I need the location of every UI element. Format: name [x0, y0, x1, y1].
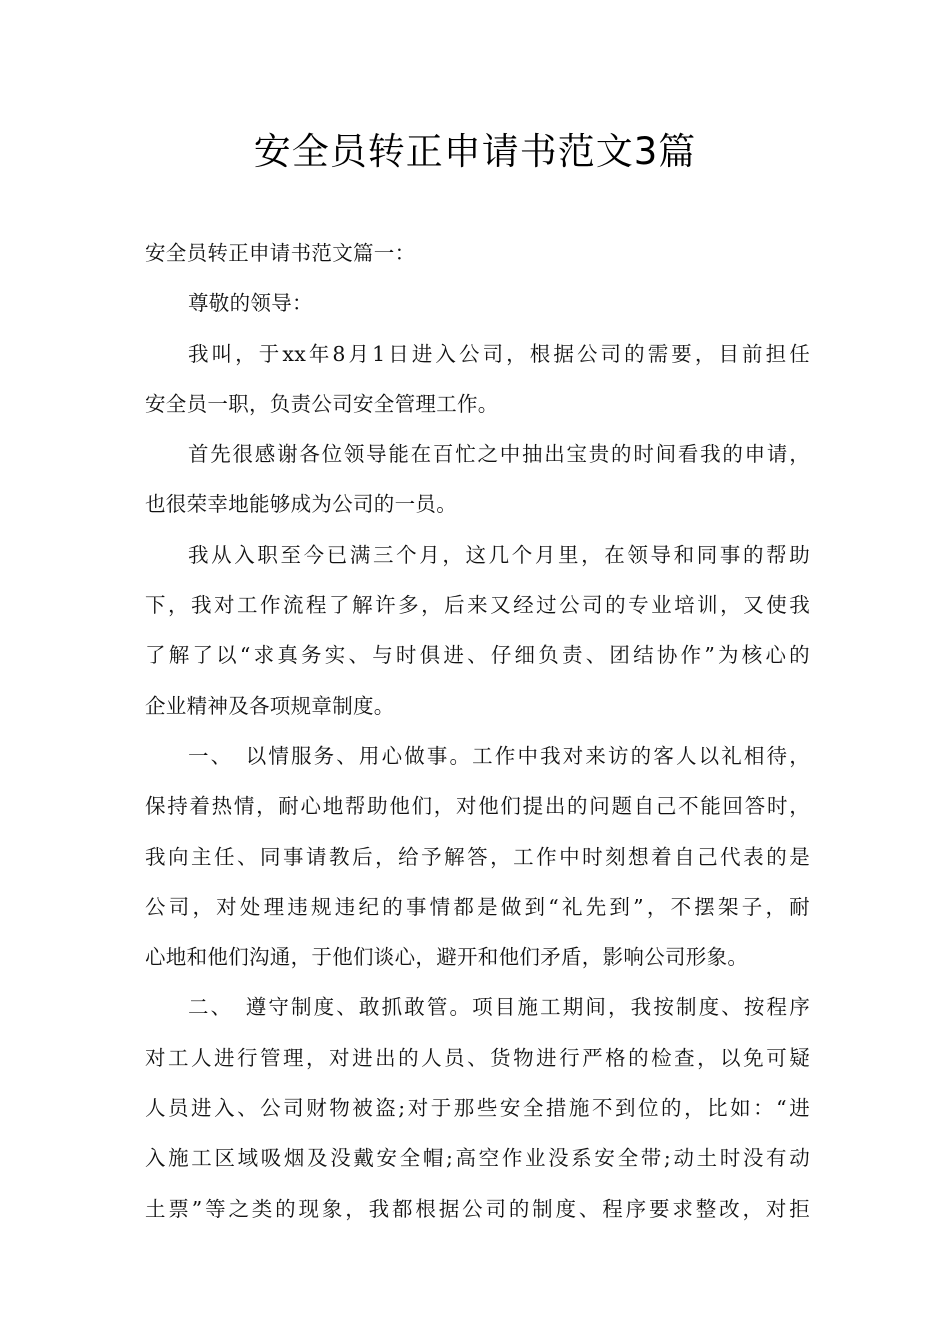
paragraph-line: 保持着热情，耐心地帮助他们，对他们提出的问题自己不能回答时，: [145, 794, 810, 819]
paragraph-line: 下，我对工作流程了解许多，后来又经过公司的专业培训，又使我: [145, 593, 810, 618]
paragraph-line: 企业精神及各项规章制度。: [145, 693, 395, 718]
paragraph-line: 首先很感谢各位领导能在百忙之中抽出宝贵的时间看我的申请，: [188, 442, 810, 467]
paragraph-line: 公司，对处理违规违纪的事情都是做到“礼先到”，不摆架子，耐: [145, 894, 810, 919]
paragraph-line: 安全员一职，负责公司安全管理工作。: [145, 391, 499, 416]
paragraph-line: 对工人进行管理，对进出的人员、货物进行严格的检查，以免可疑: [145, 1045, 810, 1070]
paragraph-line: 尊敬的领导：: [188, 291, 313, 316]
paragraph-line: 了解了以“求真务实、与时俱进、仔细负责、团结协作”为核心的: [145, 643, 810, 668]
document-body: [145, 228, 810, 1234]
paragraph-line: 二、 遵守制度、敢抓敢管。项目施工期间，我按制度、按程序: [188, 995, 810, 1020]
paragraph-line: 我从入职至今已满三个月，这几个月里，在领导和同事的帮助: [188, 542, 810, 567]
paragraph-line: 人员进入、公司财物被盗;对于那些安全措施不到位的，比如：“进: [145, 1096, 810, 1121]
paragraph-line: 一、 以情服务、用心做事。工作中我对来访的客人以礼相待，: [188, 743, 810, 768]
document-title: 安全员转正申请书范文3篇: [253, 130, 697, 173]
paragraph-line: 我叫，于xx年8月1日进入公司，根据公司的需要，目前担任: [188, 341, 810, 366]
paragraph-line: 土票”等之类的现象，我都根据公司的制度、程序要求整改，对拒: [145, 1196, 810, 1221]
paragraph-line: 我向主任、同事请教后，给予解答，工作中时刻想着自己代表的是: [145, 844, 810, 869]
paragraph-line: 心地和他们沟通，于他们谈心，避开和他们矛盾，影响公司形象。: [145, 945, 749, 970]
paragraph-line: 入施工区域吸烟及没戴安全帽;高空作业没系安全带;动土时没有动: [145, 1146, 810, 1171]
paragraph-line: 安全员转正申请书范文篇一：: [145, 241, 416, 265]
paragraph-line: 也很荣幸地能够成为公司的一员。: [145, 492, 457, 517]
